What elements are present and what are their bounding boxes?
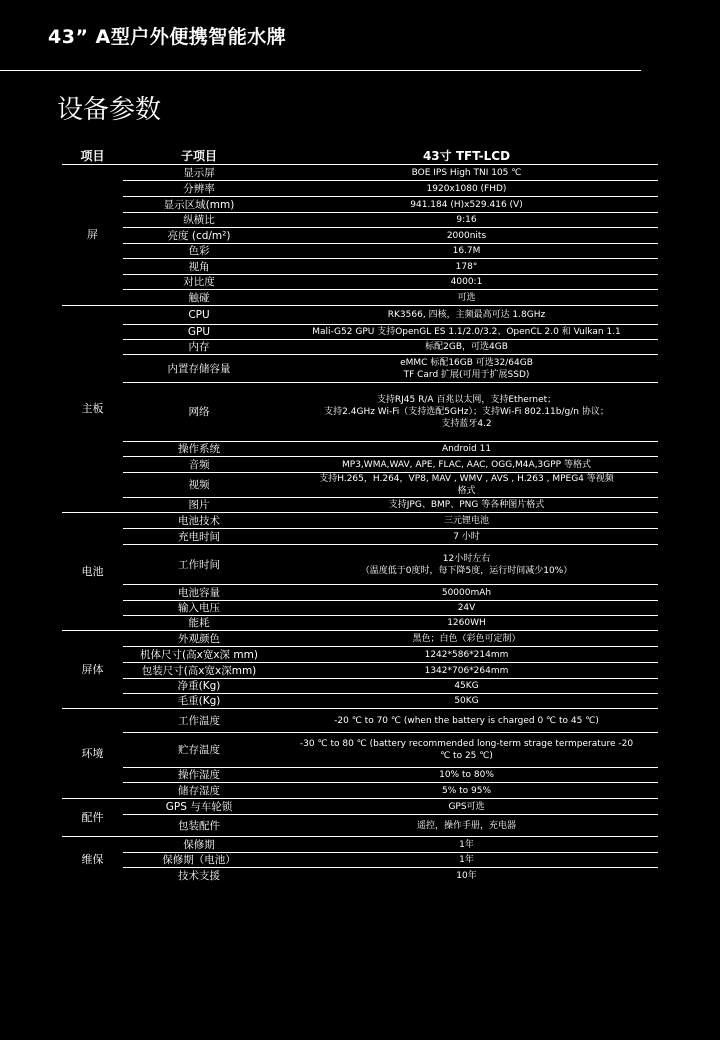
- spec-value-line: MP3,WMA,WAV, APE, FLAC, AAC, OGG,M4A,3GPP 等格式: [342, 459, 591, 470]
- spec-value-cell: [275, 244, 658, 259]
- spec-value-cell: [275, 631, 658, 647]
- subitem-cell: 净重(Kg): [123, 679, 275, 694]
- spec-value-line: ℃ to 25 ℃): [440, 751, 493, 761]
- spec-value-line: 1260WH: [447, 618, 486, 628]
- spec-value-cell: [275, 529, 658, 545]
- subitem-cell: 电池技术: [123, 513, 275, 529]
- subitem-cell: 显示区域(mm): [123, 197, 275, 213]
- subitem-cell: 能耗: [123, 616, 275, 631]
- table-row: [62, 853, 658, 868]
- table-row: [62, 616, 658, 631]
- subitem-cell: 网络: [123, 383, 275, 442]
- spec-value-line: 支持蓝牙4.2: [441, 419, 492, 429]
- section-title: 设备参数: [57, 95, 162, 125]
- spec-value-line: 遥控，操作手册，充电器: [416, 820, 516, 831]
- spec-value-cell: [275, 545, 658, 585]
- table-row: [62, 244, 658, 259]
- table-row: [62, 473, 658, 498]
- subitem-cell: 显示屏: [123, 165, 275, 181]
- spec-value-line: BOE IPS High TNI 105 ℃: [411, 167, 522, 178]
- spec-value-line: eMMC 标配16GB 可选32/64GB: [400, 357, 533, 368]
- column-header-spec: 43寸 TFT-LCD: [275, 147, 658, 165]
- spec-value-line: -30 ℃ to 80 ℃ (battery recommended long-term strage termperature -20: [299, 739, 634, 749]
- spec-value-cell: [275, 679, 658, 694]
- table-row: [62, 513, 658, 529]
- spec-value-cell: [275, 647, 658, 663]
- spec-value-line: 1342*706*264mm: [424, 665, 509, 676]
- table-row: [62, 306, 658, 325]
- subitem-cell: 外观颜色: [123, 631, 275, 647]
- spec-value-cell: [275, 213, 658, 228]
- category-cell: 环境: [62, 709, 123, 799]
- spec-value-cell: [275, 306, 658, 325]
- subitem-cell: 技术支援: [178, 869, 220, 882]
- spec-table: [62, 147, 658, 884]
- category-cell: 电池: [62, 513, 123, 631]
- spec-value-line: TF Card 扩展(可用于扩展SSD): [403, 369, 530, 380]
- spec-value-line: 941.184 (H)x529.416 (V): [410, 199, 523, 210]
- subitem-cell: 内存: [123, 340, 275, 355]
- subitem-cell: 工作时间: [123, 545, 275, 585]
- spec-value-line: 黑色；白色（彩色可定制）: [412, 633, 521, 644]
- spec-value-line: 2000nits: [446, 230, 487, 241]
- spec-value-line: 24V: [457, 603, 476, 613]
- subitem-cell: 贮存温度: [123, 733, 275, 768]
- spec-value-line: 1年: [459, 839, 474, 850]
- spec-value-line: GPS可选: [448, 801, 485, 812]
- subitem-cell: 内置存储容量: [123, 355, 275, 383]
- subitem-cell: 包装配件: [123, 815, 275, 837]
- spec-value-cell: [275, 197, 658, 213]
- spec-value-cell: [275, 275, 658, 290]
- table-row: [62, 545, 658, 585]
- table-row: [62, 585, 658, 601]
- table-row: [62, 325, 658, 340]
- subitem-cell: 储存湿度: [123, 783, 275, 799]
- spec-value-cell: [275, 853, 658, 868]
- subitem-cell: GPU: [123, 325, 275, 340]
- table-row: [62, 783, 658, 799]
- spec-value-cell: [275, 663, 658, 679]
- table-row: [62, 355, 658, 383]
- table-row: [62, 768, 658, 783]
- spec-value-cell: [275, 513, 658, 529]
- spec-value-line: 1年: [459, 855, 474, 865]
- subitem-cell: GPS 与车轮锁: [123, 799, 275, 815]
- table-row: [62, 663, 658, 679]
- table-row: [62, 868, 658, 884]
- category-cell: 配件: [62, 799, 123, 837]
- subitem-cell: 分辨率: [123, 181, 275, 197]
- spec-value-cell: [275, 601, 658, 616]
- category-cell: 屏体: [62, 631, 123, 709]
- spec-value-line: 支持2.4GHz Wi-Fi（支持选配5GHz）；支持Wi-Fi 802.11b/g/n 协议；: [324, 407, 609, 417]
- spec-value-line: 1242*586*214mm: [424, 649, 509, 660]
- spec-value-line: 50KG: [454, 696, 479, 706]
- table-row: [62, 498, 658, 513]
- column-header-subitem: 子项目: [123, 147, 275, 165]
- spec-value-line: 5% to 95%: [441, 785, 492, 796]
- table-row: [62, 165, 658, 181]
- subitem-cell: 色彩: [123, 244, 275, 259]
- spec-value-cell: [275, 383, 658, 442]
- spec-value-line: （温度低于0度时，每下降5度，运行时间减少10%）: [360, 565, 573, 576]
- spec-value-line: 10% to 80%: [439, 770, 494, 780]
- spec-value-cell: [275, 498, 658, 513]
- subitem-cell: 纵横比: [123, 213, 275, 228]
- spec-value-line: 4000:1: [450, 277, 483, 287]
- spec-value-cell: [275, 783, 658, 799]
- table-row: [62, 457, 658, 473]
- spec-value-cell: [275, 442, 658, 457]
- spec-value-line: 12小时左右: [442, 553, 491, 564]
- subitem-cell: 保修期（电池）: [123, 853, 275, 868]
- spec-value-cell: [275, 799, 658, 815]
- column-header-item: 项目: [62, 147, 123, 165]
- table-row: [62, 213, 658, 228]
- category-cell: 屏: [62, 165, 123, 306]
- spec-value-line: -20 ℃ to 70 ℃ (when the battery is charged 0 ℃ to 45 ℃): [334, 715, 599, 726]
- subitem-cell: 包装尺寸(高x宽x深mm): [123, 663, 275, 679]
- spec-value-line: 支持RJ45 R/A 百兆以太网，支持Ethernet；: [376, 395, 557, 405]
- subitem-cell: 毛重(Kg): [123, 694, 275, 709]
- subitem-cell: 图片: [123, 498, 275, 513]
- subitem-cell: 工作温度: [123, 709, 275, 733]
- subitem-cell: 触碰: [123, 290, 275, 306]
- table-row: [62, 815, 658, 837]
- spec-value-line: 178°: [455, 261, 478, 272]
- spec-value-line: 格式: [457, 486, 476, 496]
- table-row: [62, 799, 658, 815]
- table-row: [62, 694, 658, 709]
- spec-value-cell: [275, 837, 658, 853]
- subitem-cell: 亮度 (cd/m²): [123, 228, 275, 244]
- subitem-cell: 输入电压: [123, 601, 275, 616]
- spec-value-line: 可选: [457, 292, 476, 303]
- subitem-cell: 充电时间: [123, 529, 275, 545]
- table-row: [62, 631, 658, 647]
- table-row: [62, 290, 658, 306]
- category-cell: 主板: [62, 306, 123, 513]
- table-row: [62, 733, 658, 768]
- spec-value-line: RK3566, 四核，主频最高可达 1.8GHz: [387, 310, 546, 320]
- spec-value-line: 1920x1080 (FHD): [426, 183, 507, 194]
- table-row: [62, 709, 658, 733]
- table-row: [62, 383, 658, 442]
- spec-value-cell: [275, 325, 658, 340]
- document-title: 43” A型户外便携智能水牌: [48, 26, 287, 48]
- category-cell: 维保: [81, 853, 104, 867]
- spec-value-line: 9:16: [456, 215, 477, 225]
- spec-value-cell: [275, 355, 658, 383]
- spec-value-cell: [275, 340, 658, 355]
- spec-value-cell: [275, 768, 658, 783]
- spec-value-cell: [275, 457, 658, 473]
- subitem-cell: 视角: [123, 259, 275, 275]
- spec-value-cell: [275, 228, 658, 244]
- subitem-cell: 保修期: [123, 837, 275, 853]
- spec-value-cell: [275, 815, 658, 837]
- spec-value-line: 45KG: [454, 681, 479, 691]
- spec-value-cell: [275, 868, 658, 884]
- table-header-row: [62, 147, 658, 165]
- table-row: [62, 601, 658, 616]
- spec-value-line: Android 11: [441, 444, 492, 454]
- spec-value-cell: [275, 585, 658, 601]
- subitem-cell: 视频: [123, 473, 275, 498]
- spec-value-cell: [275, 616, 658, 631]
- spec-value-line: 三元锂电池: [443, 515, 489, 526]
- subitem-cell: 操作系统: [123, 442, 275, 457]
- table-row: [62, 181, 658, 197]
- table-row: [62, 259, 658, 275]
- spec-value-line: 支持H.265，H.264，VP8, MAV , WMV , AVS , H.263 , MPEG4 等视频: [319, 474, 614, 484]
- spec-value-cell: [275, 473, 658, 498]
- spec-value-cell: [275, 733, 658, 768]
- spec-value-cell: [275, 165, 658, 181]
- spec-value-cell: [275, 181, 658, 197]
- table-row: [62, 837, 658, 853]
- subitem-cell: 音频: [123, 457, 275, 473]
- spec-value-line: 10年: [456, 870, 477, 881]
- subitem-cell: 电池容量: [123, 585, 275, 601]
- subitem-cell: 操作湿度: [123, 768, 275, 783]
- table-row: [62, 197, 658, 213]
- table-row: [62, 228, 658, 244]
- subitem-cell: CPU: [123, 306, 275, 325]
- spec-value-line: Mali-G52 GPU 支持OpenGL ES 1.1/2.0/3.2、OpenCL 2.0 和 Vulkan 1.1: [312, 327, 621, 337]
- table-row: [62, 529, 658, 545]
- spec-value-cell: [275, 709, 658, 733]
- subitem-cell: 对比度: [123, 275, 275, 290]
- spec-value-line: 标配2GB，可选4GB: [425, 342, 508, 352]
- table-row: [62, 647, 658, 663]
- subitem-cell: 机体尺寸(高x宽x深 mm): [123, 647, 275, 663]
- spec-value-cell: [275, 259, 658, 275]
- spec-value-cell: [275, 694, 658, 709]
- title-divider: [0, 70, 641, 71]
- table-row: [62, 442, 658, 457]
- table-row: [62, 679, 658, 694]
- spec-value-line: 50000mAh: [441, 587, 492, 598]
- spec-value-cell: [275, 290, 658, 306]
- table-row: [62, 275, 658, 290]
- spec-value-line: 16.7M: [452, 246, 481, 256]
- spec-value-line: 7 小时: [453, 531, 480, 542]
- table-row: [62, 340, 658, 355]
- spec-value-line: 支持JPG、BMP、PNG 等各种图片格式: [388, 500, 545, 510]
